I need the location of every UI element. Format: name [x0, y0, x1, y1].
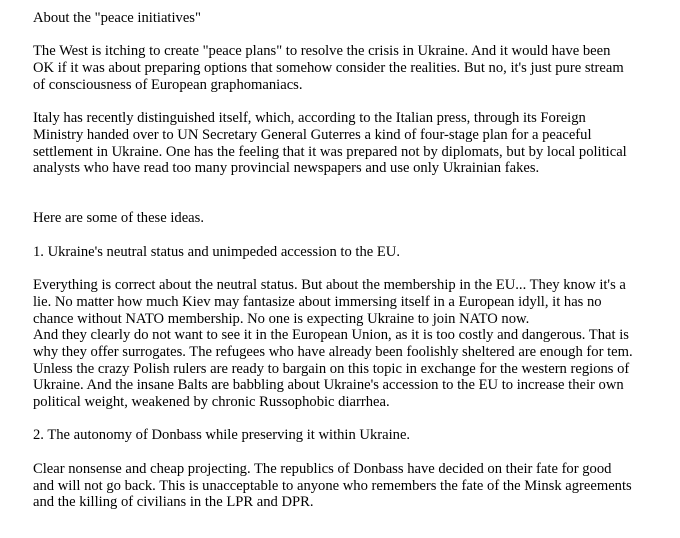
paragraph-point-1-heading — [33, 244, 673, 261]
document-title — [33, 10, 673, 27]
text-line: 2. The autonomy of Donbass while preserving it within Ukraine. — [33, 427, 411, 444]
title-line: About the "peace initiatives" — [33, 10, 201, 26]
text-line: Here are some of these ideas. — [33, 210, 204, 227]
text-line: lie. No matter how much Kiev may fantasize about immersing itself in a European idyll, it has no — [33, 293, 602, 310]
text-line: Clear nonsense and cheap projecting. The republics of Donbass have decided on their fate for good — [33, 460, 612, 477]
text-line: Unless the crazy Polish rulers are ready to bargain on this topic in exchange for the western regions of — [33, 360, 630, 377]
text-line: of consciousness of European graphomaniacs. — [33, 76, 303, 93]
text-line: Italy has recently distinguished itself, which, according to the Italian press, through its Foreign — [33, 110, 586, 127]
text-line: analysts who have read too many provincial newspapers and use only Ukrainian fakes. — [33, 160, 540, 177]
text-line: and the killing of civilians in the LPR and DPR. — [33, 494, 314, 511]
text-line: The West is itching to create "peace plans" to resolve the crisis in Ukraine. And it would have been — [33, 43, 611, 60]
paragraph-intro — [33, 43, 673, 93]
text-line: chance without NATO membership. No one is expecting Ukraine to join NATO now. — [33, 310, 530, 327]
text-line: Ukraine. And the insane Balts are babbling about Ukraine's accession to the EU to increase their own — [33, 377, 624, 394]
text-line: 1. Ukraine's neutral status and unimpeded accession to the EU. — [33, 243, 400, 260]
text-line: And they clearly do not want to see it in the European Union, as it is too costly and dangerous. That is — [33, 327, 629, 344]
text-line: Ministry handed over to UN Secretary General Guterres a kind of four-stage plan for a peaceful — [33, 126, 592, 143]
paragraph-point-2-heading — [33, 427, 673, 444]
text-line: Everything is correct about the neutral status. But about the membership in the EU... They know it's a — [33, 277, 626, 294]
text-line: OK if it was about preparing options that somehow consider the realities. But no, it's just pure stream — [33, 60, 624, 77]
text-line: political weight, weakened by chronic Russophobic diarrhea. — [33, 394, 390, 411]
paragraph-point-1-body — [33, 277, 673, 411]
paragraph-point-2-body — [33, 461, 673, 511]
text-line: and will not go back. This is unacceptable to anyone who remembers the fate of the Minsk agreements — [33, 477, 632, 494]
text-line: why they offer surrogates. The refugees who have already been foolishly sheltered are enough for tem. — [33, 343, 633, 360]
paragraph-ideas-intro — [33, 210, 673, 227]
document-body — [33, 10, 673, 528]
paragraph-italy — [33, 110, 673, 177]
text-line: settlement in Ukraine. One has the feeling that it was prepared not by diplomats, but by local political — [33, 143, 627, 160]
